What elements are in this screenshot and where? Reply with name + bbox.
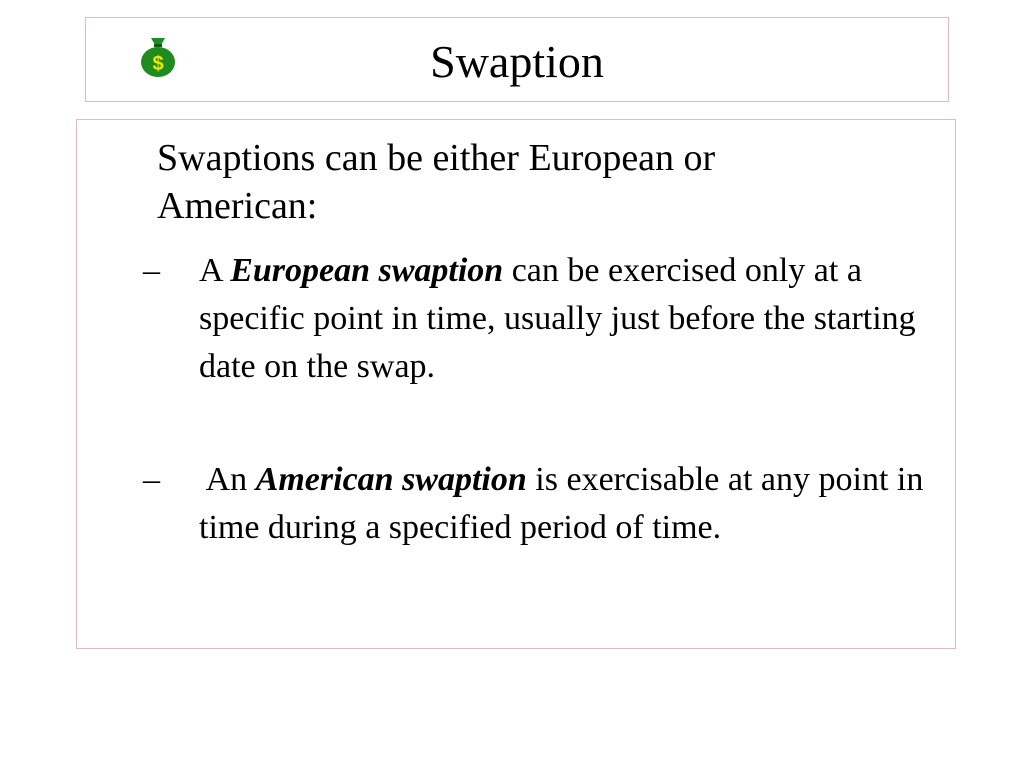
bullet-dash: – (143, 252, 160, 289)
bullet-rest: is exercisable at any point in time during a specified period of time. (199, 461, 924, 546)
bullet-text (199, 247, 943, 391)
bullet-european (143, 247, 943, 391)
term-american-swaption: American swaption (255, 461, 527, 498)
slide-title: Swaption (430, 36, 604, 87)
bullet-lead: A (199, 252, 231, 289)
title-box (85, 17, 949, 102)
term-european-swaption: European swaption (230, 252, 504, 289)
content-box (76, 119, 956, 649)
bullet-american (143, 456, 943, 552)
intro-text: Swaptions can be either European or American: (157, 137, 716, 227)
bullet-dash: – (143, 461, 160, 498)
bullet-text (199, 456, 943, 552)
bullet-lead: An (199, 461, 256, 498)
money-bag-symbol: $ (152, 53, 164, 75)
bullet-rest: can be exercised only at a specific point in time, usually just before the starting date on the swap. (199, 252, 916, 385)
